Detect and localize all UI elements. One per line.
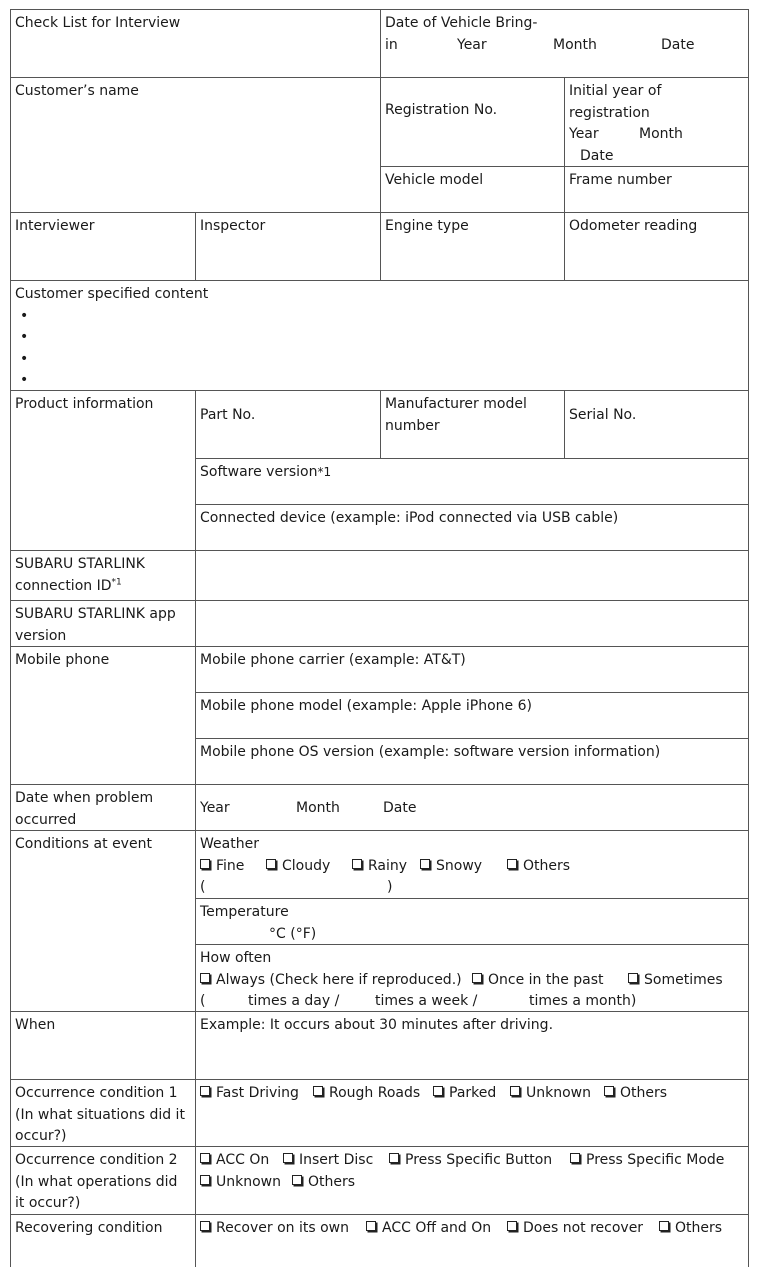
date-bring-in-date: Date	[661, 36, 695, 53]
recovering-option[interactable]: Does not recover	[507, 1218, 659, 1240]
checkbox-icon[interactable]	[659, 1221, 669, 1231]
occurrence1-label: Occurrence condition 1 (In what situations did it occur?)	[15, 1085, 185, 1144]
when-example: Example: It occurs about 30 minutes after driving.	[200, 1017, 554, 1033]
vehicle-model-cell[interactable]	[380, 166, 565, 213]
occurrence2-value-cell[interactable]	[195, 1146, 749, 1215]
recovering-label: Recovering condition	[15, 1220, 163, 1236]
content-bullet: •	[20, 329, 29, 345]
checkbox-icon[interactable]	[366, 1221, 376, 1231]
how-often-option[interactable]: Sometimes	[628, 970, 723, 992]
customer-name-label: Customer’s name	[15, 83, 139, 99]
initial-year-cell[interactable]	[564, 77, 749, 167]
weather-option[interactable]: Snowy	[420, 856, 507, 878]
occurrence1-value-cell[interactable]	[195, 1079, 749, 1147]
weather-option[interactable]: Rainy	[352, 856, 420, 878]
conditions-cell	[10, 830, 196, 1012]
occurrence2-label: Occurrence condition 2 (In what operations did it occur?)	[15, 1152, 178, 1211]
conditions-label: Conditions at event	[15, 836, 152, 852]
checkbox-icon[interactable]	[292, 1175, 302, 1185]
date-bring-in-month: Month	[553, 36, 597, 53]
how-often-per-month: times a month)	[529, 993, 637, 1009]
product-info-cell	[10, 390, 196, 551]
odometer-label: Odometer reading	[569, 218, 698, 234]
registration-no-label: Registration No.	[385, 102, 498, 118]
occurrence2-option[interactable]: Press Specific Button	[389, 1150, 570, 1172]
frame-number-cell[interactable]	[564, 166, 749, 213]
occurrence1-option[interactable]: Fast Driving	[200, 1083, 313, 1105]
mobile-os-label: Mobile phone OS version (example: software version information)	[200, 744, 661, 760]
starlink-app-label: SUBARU STARLINK app version	[15, 606, 176, 644]
frame-number-label: Frame number	[569, 172, 672, 188]
engine-type-label: Engine type	[385, 218, 469, 234]
occurrence2-option[interactable]: ACC On	[200, 1150, 283, 1172]
vehicle-model-label: Vehicle model	[385, 172, 484, 188]
product-info-label: Product information	[15, 396, 154, 412]
recovering-option[interactable]: ACC Off and On	[366, 1218, 507, 1240]
date-bring-in-label: Date of Vehicle Bring-	[385, 15, 538, 31]
occurrence2-option[interactable]: Others	[292, 1172, 355, 1194]
connected-device-cell[interactable]	[195, 504, 749, 551]
title-cell	[10, 9, 381, 78]
starlink-id-label-cell	[10, 550, 196, 601]
starlink-app-value-cell[interactable]	[195, 600, 749, 647]
how-often-option[interactable]: Always (Check here if reproduced.)	[200, 970, 472, 992]
temperature-cell[interactable]	[195, 898, 749, 945]
content-bullet: •	[20, 307, 29, 324]
occurrence2-label-cell	[10, 1146, 196, 1215]
checkbox-icon[interactable]	[200, 973, 210, 983]
how-often-label: How often	[200, 950, 272, 966]
occurrence1-option[interactable]: Others	[604, 1083, 667, 1105]
manufacturer-model-cell[interactable]	[380, 390, 565, 459]
date-problem-label-cell	[10, 784, 196, 831]
serial-no-label: Serial No.	[569, 407, 637, 423]
initial-year-date: Date	[580, 147, 614, 164]
checkbox-icon[interactable]	[433, 1086, 443, 1096]
initial-year-month: Month	[639, 126, 683, 142]
serial-no-cell[interactable]	[564, 390, 749, 459]
date-problem-date: Date	[383, 800, 417, 816]
inspector-cell[interactable]	[195, 212, 381, 281]
how-often-option[interactable]: Once in the past	[472, 970, 628, 992]
date-bring-in-label-cont: in	[385, 36, 398, 53]
occurrence2-option[interactable]: Press Specific Mode	[570, 1150, 724, 1172]
customer-content-label: Customer specified content	[15, 286, 209, 302]
checkbox-icon[interactable]	[472, 973, 482, 983]
recovering-label-cell	[10, 1214, 196, 1267]
weather-paren-open: (	[200, 879, 206, 895]
weather-label: Weather	[200, 836, 259, 852]
occurrence2-option[interactable]: Unknown	[200, 1172, 292, 1194]
when-label-cell	[10, 1011, 196, 1080]
mobile-os-cell[interactable]	[195, 738, 749, 785]
starlink-id-value-cell[interactable]	[195, 550, 749, 601]
checkbox-icon[interactable]	[200, 859, 210, 869]
recovering-option[interactable]: Recover on its own	[200, 1218, 366, 1240]
odometer-cell[interactable]	[564, 212, 749, 281]
content-bullet: •	[20, 350, 29, 367]
initial-year-label: Initial year of registration	[569, 83, 662, 121]
checkbox-icon[interactable]	[200, 1086, 210, 1096]
checkbox-icon[interactable]	[420, 859, 430, 869]
form-title: Check List for Interview	[15, 15, 181, 31]
manufacturer-model-label: Manufacturer model number	[385, 396, 527, 434]
how-often-per-day: times a day /	[248, 993, 340, 1009]
checkbox-icon[interactable]	[507, 1221, 517, 1231]
starlink-id-note: *1	[111, 576, 122, 587]
occurrence1-option[interactable]: Parked	[433, 1083, 510, 1105]
checkbox-icon[interactable]	[200, 1175, 210, 1185]
checkbox-icon[interactable]	[389, 1153, 399, 1163]
how-often-cell[interactable]	[195, 944, 749, 1012]
interviewer-cell[interactable]	[10, 212, 196, 281]
starlink-app-label-cell	[10, 600, 196, 647]
software-version-note: *1	[317, 465, 332, 479]
mobile-model-label: Mobile phone model (example: Apple iPhone 6)	[200, 698, 532, 714]
weather-paren-close: )	[387, 879, 393, 895]
weather-option[interactable]: Others	[507, 856, 570, 878]
content-bullet: •	[20, 372, 29, 388]
recovering-option[interactable]: Others	[659, 1218, 722, 1240]
occurrence1-label-cell	[10, 1079, 196, 1147]
inspector-label: Inspector	[200, 218, 266, 234]
mobile-model-cell[interactable]	[195, 692, 749, 739]
interviewer-label: Interviewer	[15, 218, 95, 234]
date-problem-month: Month	[296, 800, 340, 816]
software-version-label: Software version	[200, 464, 318, 480]
weather-option[interactable]: Cloudy	[266, 856, 352, 878]
checkbox-icon[interactable]	[570, 1153, 580, 1163]
registration-no-cell[interactable]	[380, 77, 565, 167]
connected-device-label: Connected device (example: iPod connected via USB cable)	[200, 510, 619, 526]
date-bring-in-cell[interactable]	[380, 9, 749, 78]
software-version-cell[interactable]	[195, 458, 749, 505]
temperature-label: Temperature	[200, 904, 289, 920]
date-problem-value-cell[interactable]	[195, 784, 749, 831]
initial-year-year: Year	[569, 126, 599, 142]
date-problem-label: Date when problem occurred	[15, 790, 154, 828]
temperature-unit: °C (°F)	[269, 925, 317, 942]
checkbox-icon[interactable]	[283, 1153, 293, 1163]
how-often-paren-open: (	[200, 993, 206, 1009]
mobile-phone-cell	[10, 646, 196, 785]
date-bring-in-year: Year	[457, 36, 487, 53]
weather-option[interactable]: Fine	[200, 856, 266, 878]
checkbox-icon[interactable]	[313, 1086, 323, 1096]
checkbox-icon[interactable]	[266, 859, 276, 869]
checkbox-icon[interactable]	[200, 1153, 210, 1163]
occurrence2-option[interactable]: Insert Disc	[283, 1150, 389, 1172]
when-value-cell[interactable]	[195, 1011, 749, 1080]
checkbox-icon[interactable]	[510, 1086, 520, 1096]
checkbox-icon[interactable]	[628, 973, 638, 983]
checkbox-icon[interactable]	[604, 1086, 614, 1096]
checkbox-icon[interactable]	[352, 859, 362, 869]
occurrence1-option[interactable]: Rough Roads	[313, 1083, 433, 1105]
part-no-cell[interactable]	[195, 390, 381, 459]
checkbox-icon[interactable]	[200, 1221, 210, 1231]
when-label: When	[15, 1017, 56, 1033]
engine-type-cell[interactable]	[380, 212, 565, 281]
date-problem-year: Year	[200, 800, 230, 816]
how-often-per-week: times a week /	[375, 993, 478, 1009]
starlink-id-label: SUBARU STARLINK connection ID	[15, 556, 145, 594]
mobile-carrier-cell[interactable]	[195, 646, 749, 693]
occurrence1-option[interactable]: Unknown	[510, 1083, 604, 1105]
customer-name-cell[interactable]	[10, 77, 381, 213]
checkbox-icon[interactable]	[507, 859, 517, 869]
recovering-value-cell[interactable]	[195, 1214, 749, 1267]
customer-content-cell[interactable]	[10, 280, 749, 391]
weather-cell[interactable]	[195, 830, 749, 899]
mobile-carrier-label: Mobile phone carrier (example: AT&T)	[200, 652, 466, 668]
mobile-phone-label: Mobile phone	[15, 652, 110, 668]
part-no-label: Part No.	[200, 407, 256, 423]
